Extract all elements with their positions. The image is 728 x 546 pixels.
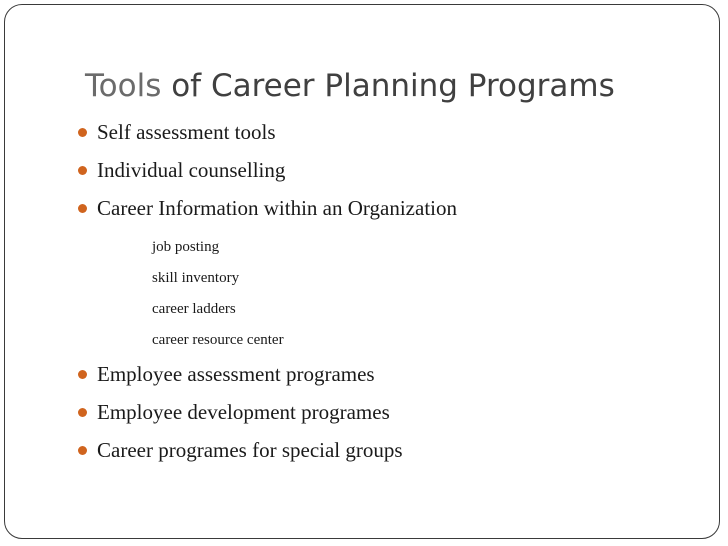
sub-item: career resource center [152, 332, 284, 348]
bullet-dot-icon [78, 166, 87, 175]
bullet-dot-icon [78, 128, 87, 137]
bullet-dot-icon [78, 370, 87, 379]
bullet-item [78, 400, 390, 425]
sub-item: career ladders [152, 301, 236, 317]
bullet-item [78, 158, 285, 183]
bullet-dot-icon [78, 408, 87, 417]
bullet-text: Employee development programes [97, 400, 390, 424]
slide-title-part1: Tools [85, 68, 172, 104]
bullet-text: Career programes for special groups [97, 438, 403, 462]
sub-item: skill inventory [152, 270, 240, 286]
bullet-dot-icon [78, 204, 87, 213]
bullet-text: Employee assessment programes [97, 362, 375, 386]
bullet-text: Career Information within an Organization [97, 196, 457, 220]
bullet-item [78, 438, 403, 463]
bullet-item [78, 362, 375, 387]
bullet-dot-icon [78, 446, 87, 455]
slide-title-part2: of Career Planning Programs [171, 68, 615, 104]
bullet-text: Individual counselling [97, 158, 286, 182]
bullet-item [78, 120, 276, 145]
sub-item: job posting [152, 239, 220, 255]
slide-title [85, 68, 615, 104]
bullet-item [78, 196, 457, 221]
bullet-text: Self assessment tools [97, 120, 276, 144]
